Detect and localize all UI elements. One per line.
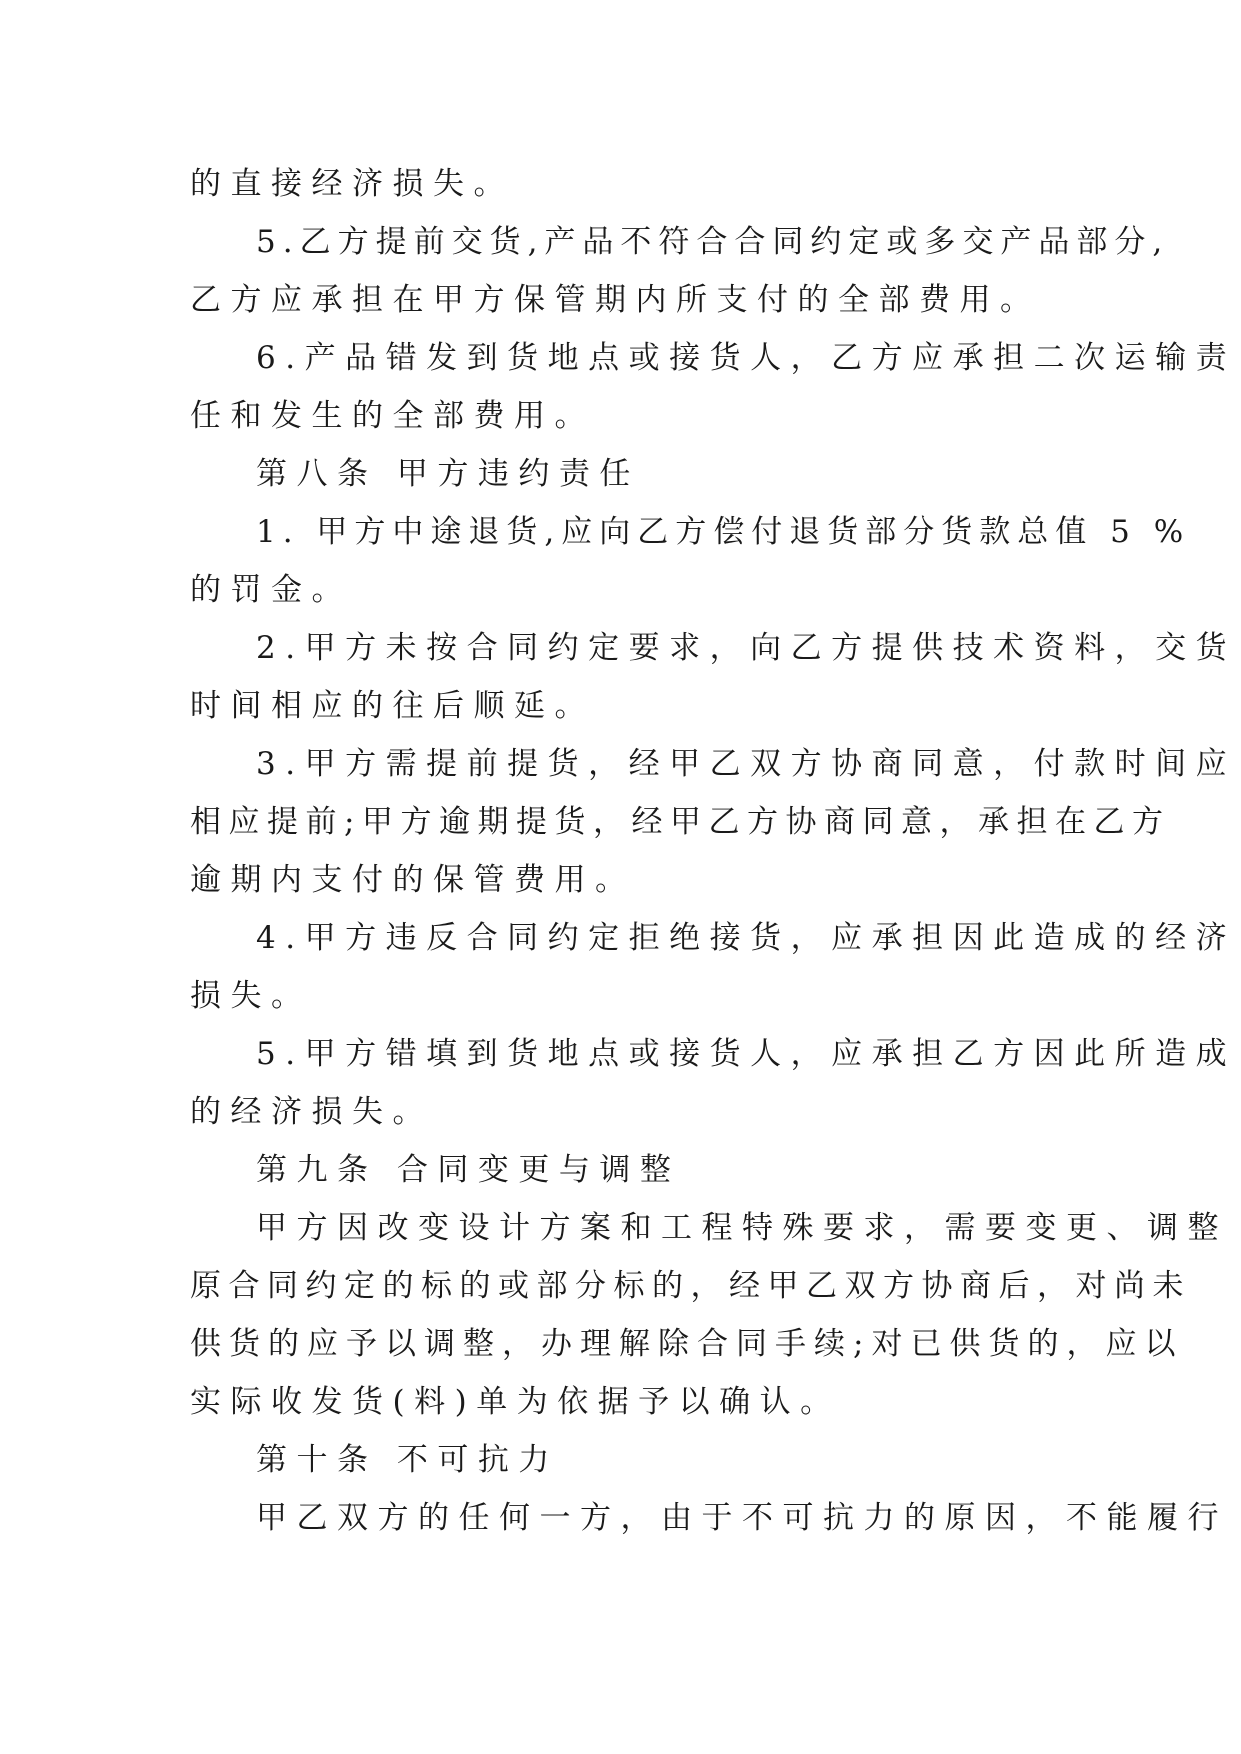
section-heading: 第八条 甲方违约责任 — [256, 456, 640, 492]
text-line: 6.产品错发到货地点或接货人，乙方应承担二次运输责 — [256, 340, 1237, 376]
text-line: 逾期内支付的保管费用。 — [190, 862, 636, 898]
text-line: 供货的应予以调整，办理解除合同手续;对已供货的，应以 — [190, 1326, 1184, 1362]
text-line: 甲乙双方的任何一方，由于不可抗力的原因，不能履行 — [256, 1500, 1228, 1536]
text-line: 3.甲方需提前提货，经甲乙双方协商同意，付款时间应 — [256, 746, 1237, 782]
text-line: 相应提前;甲方逾期提货，经甲乙方协商同意，承担在乙方 — [190, 804, 1171, 840]
text-line: 的直接经济损失。 — [190, 166, 514, 202]
text-line: 的罚金。 — [190, 572, 352, 608]
text-line: 1. 甲方中途退货,应向乙方偿付退货部分货款总值 5 % — [256, 514, 1191, 550]
section-heading: 第十条 不可抗力 — [256, 1442, 559, 1478]
text-line: 甲方因改变设计方案和工程特殊要求，需要变更、调整 — [256, 1210, 1228, 1246]
text-line: 时间相应的往后顺延。 — [190, 688, 595, 724]
text-line: 实际收发货(料)单为依据予以确认。 — [190, 1384, 841, 1420]
text-line: 的经济损失。 — [190, 1094, 433, 1130]
text-line: 4.甲方违反合同约定拒绝接货，应承担因此造成的经济 — [256, 920, 1237, 956]
text-line: 损失。 — [190, 978, 312, 1014]
text-line: 乙方应承担在甲方保管期内所支付的全部费用。 — [190, 282, 1041, 318]
text-line: 任和发生的全部费用。 — [190, 398, 595, 434]
text-line: 5.甲方错填到货地点或接货人，应承担乙方因此所造成 — [256, 1036, 1237, 1072]
text-line: 5.乙方提前交货,产品不符合合同约定或多交产品部分, — [256, 224, 1170, 260]
text-line: 原合同约定的标的或部分标的，经甲乙双方协商后，对尚未 — [190, 1268, 1191, 1304]
section-heading: 第九条 合同变更与调整 — [256, 1152, 681, 1188]
text-line: 2.甲方未按合同约定要求，向乙方提供技术资料，交货 — [256, 630, 1237, 666]
